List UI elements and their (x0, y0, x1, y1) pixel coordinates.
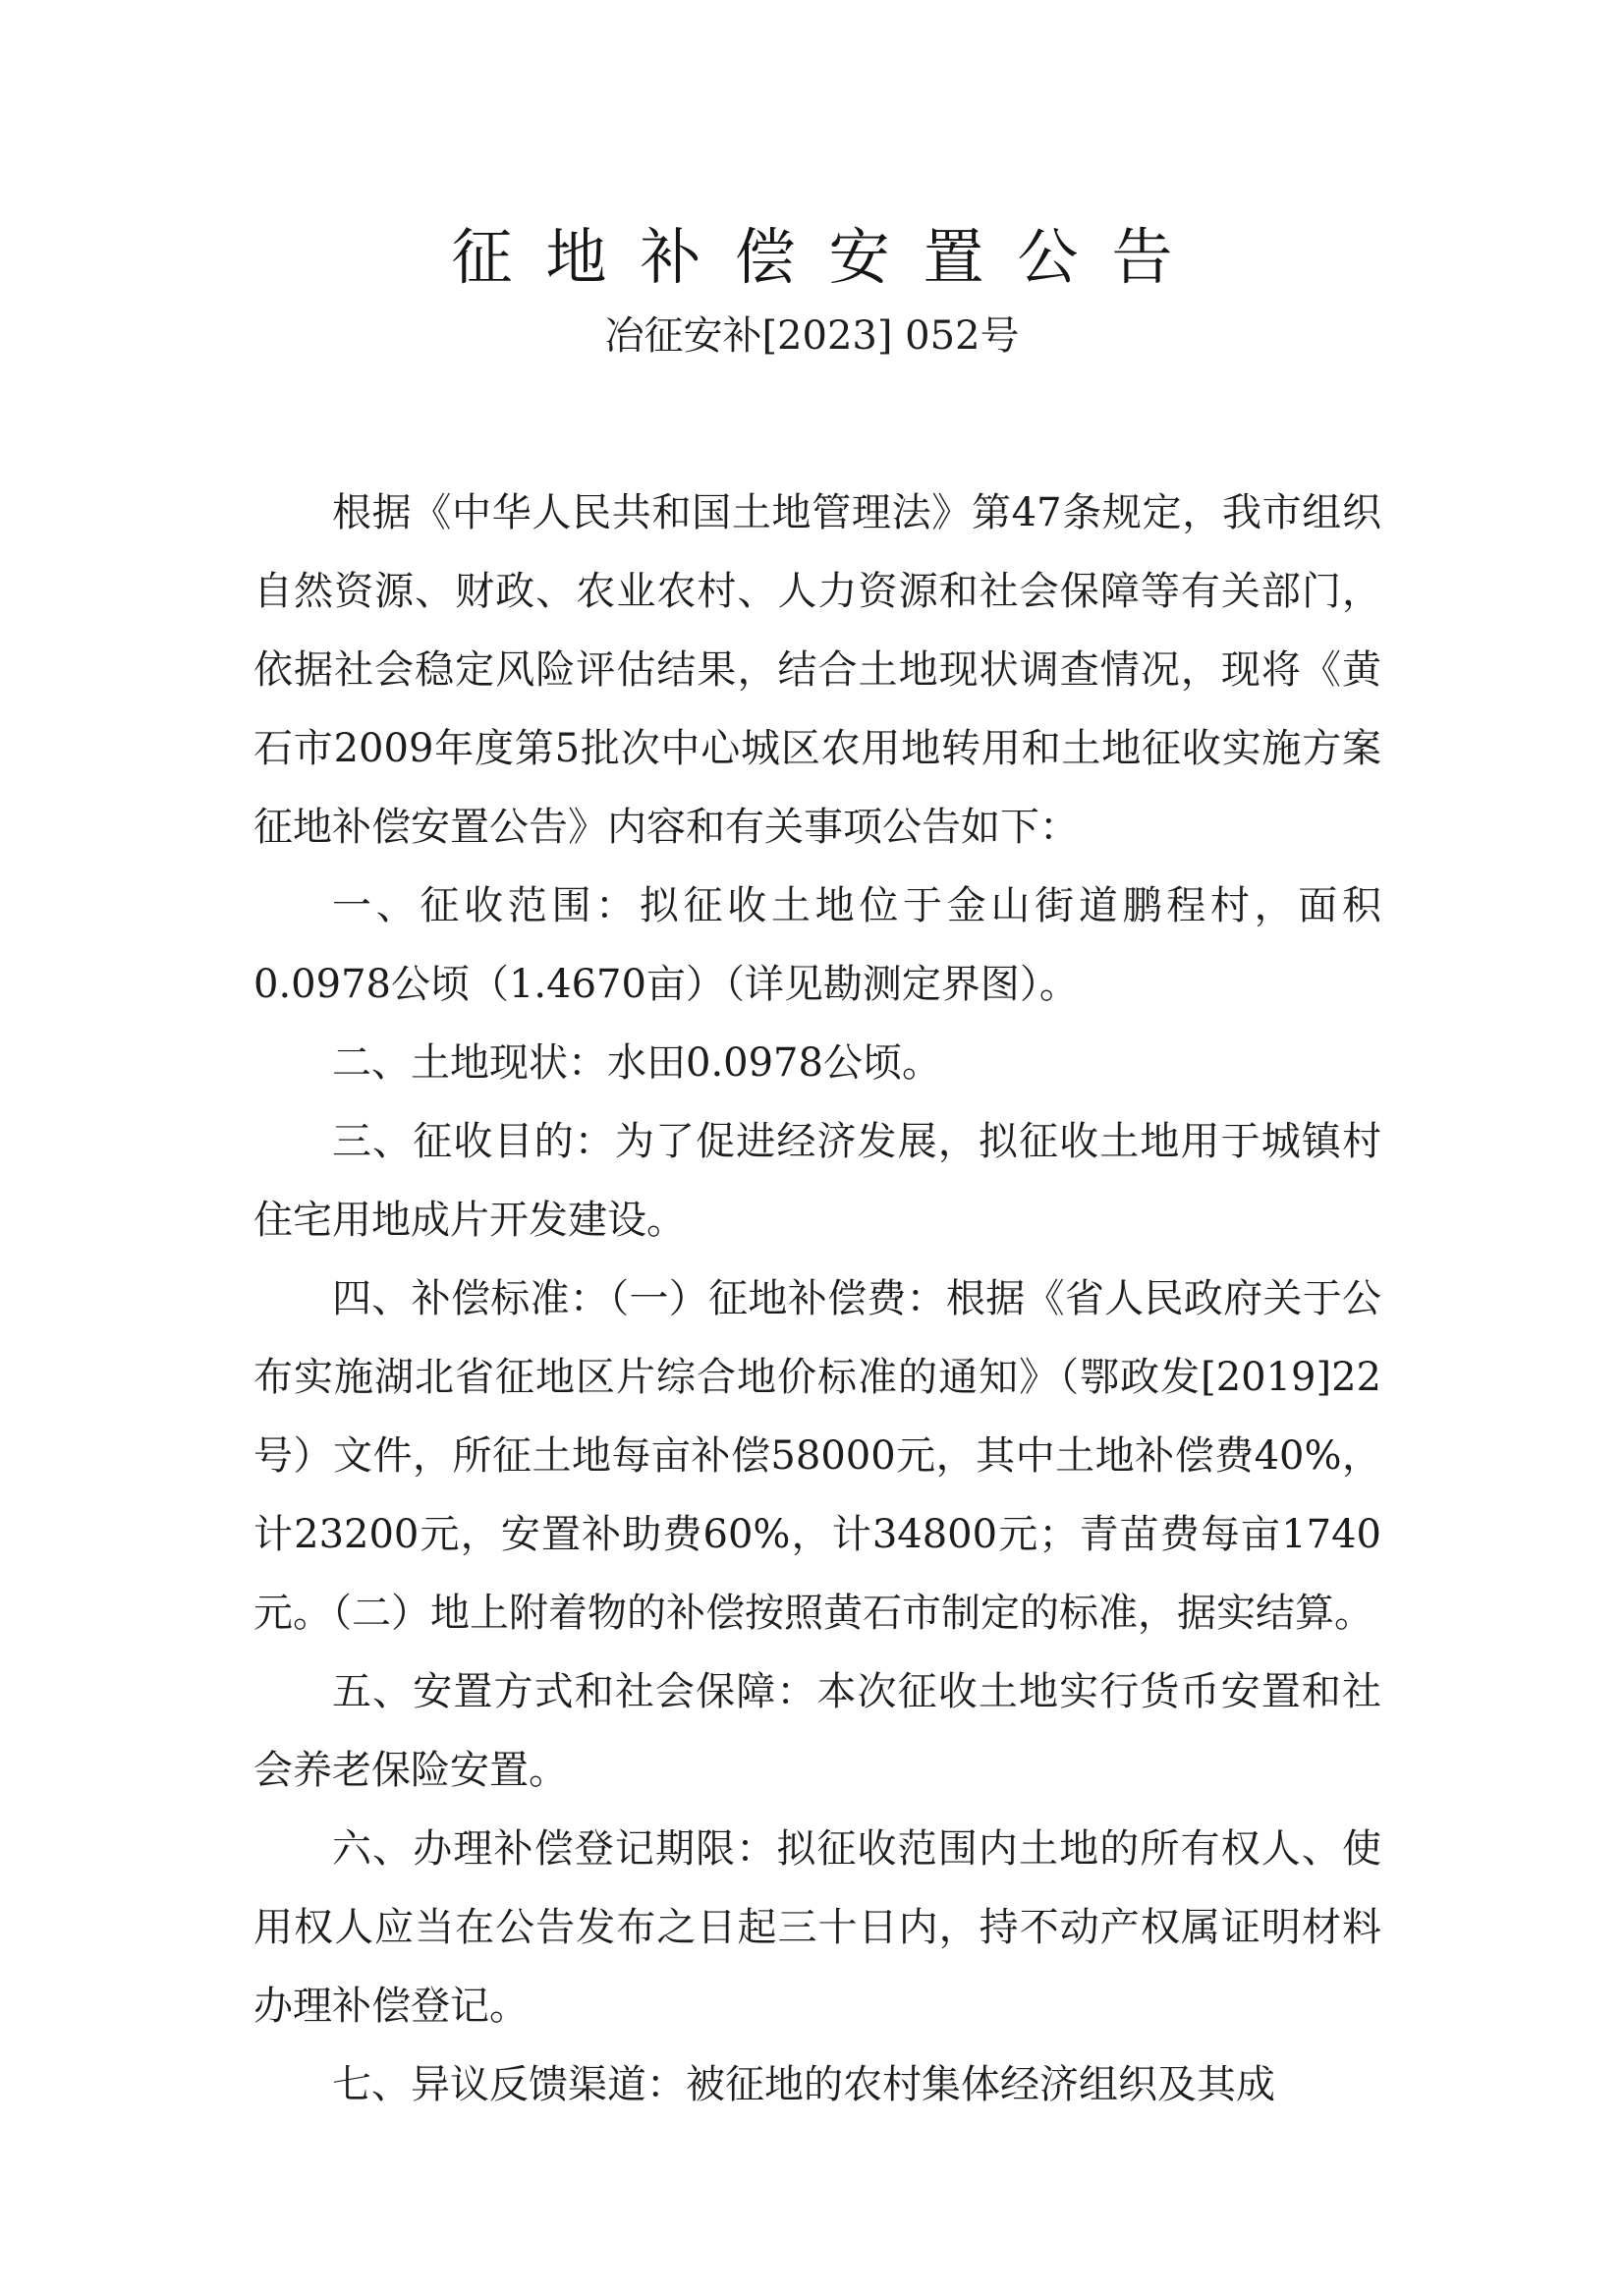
paragraph-resettlement: 五、安置方式和社会保障：本次征收土地实行货币安置和社会养老保险安置。 (253, 1669, 1381, 1793)
document-number: 冶征安补[2023] 052号 (604, 313, 1020, 359)
paragraph-land-status: 二、土地现状：水田0.0978公顷。 (332, 1040, 941, 1086)
paragraph-objection-channel: 七、异议反馈渠道：被征地的农村集体经济组织及其成 (332, 2062, 1275, 2107)
paragraph-registration-deadline: 六、办理补偿登记期限：拟征收范围内土地的所有权人、使用权人应当在公告发布之日起三十日内，持不动产权属证明材料办理补偿登记。 (253, 1826, 1381, 2029)
paragraph-scope: 一、征收范围：拟征收土地位于金山街道鹏程村，面积0.0978公顷（1.4670亩）（详见勘测定界图）。 (253, 883, 1381, 1007)
paragraph-purpose: 三、征收目的：为了促进经济发展，拟征收土地用于城镇村住宅用地成片开发建设。 (253, 1119, 1381, 1243)
document-title: 征地补偿安置公告 (451, 221, 1206, 293)
document-body (253, 474, 1381, 2124)
paragraph-compensation-standard: 四、补偿标准：（一）征地补偿费：根据《省人民政府关于公布实施湖北省征地区片综合地价标准的通知》（鄂政发[2019]22号）文件，所征土地每亩补偿58000元，其中土地补偿费40%，计23200元，安置补助费60%，计34800元；青苗费每亩1740元。（二）地上附着物的补偿按照黄石市制定的标准，据实结算。 (253, 1276, 1381, 1636)
paragraph-intro: 根据《中华人民共和国土地管理法》第47条规定，我市组织自然资源、财政、农业农村、人力资源和社会保障等有关部门，依据社会稳定风险评估结果，结合土地现状调查情况，现将《黄石市2009年度第5批次中心城区农用地转用和土地征收实施方案征地补偿安置公告》内容和有关事项公告如下： (253, 490, 1381, 850)
